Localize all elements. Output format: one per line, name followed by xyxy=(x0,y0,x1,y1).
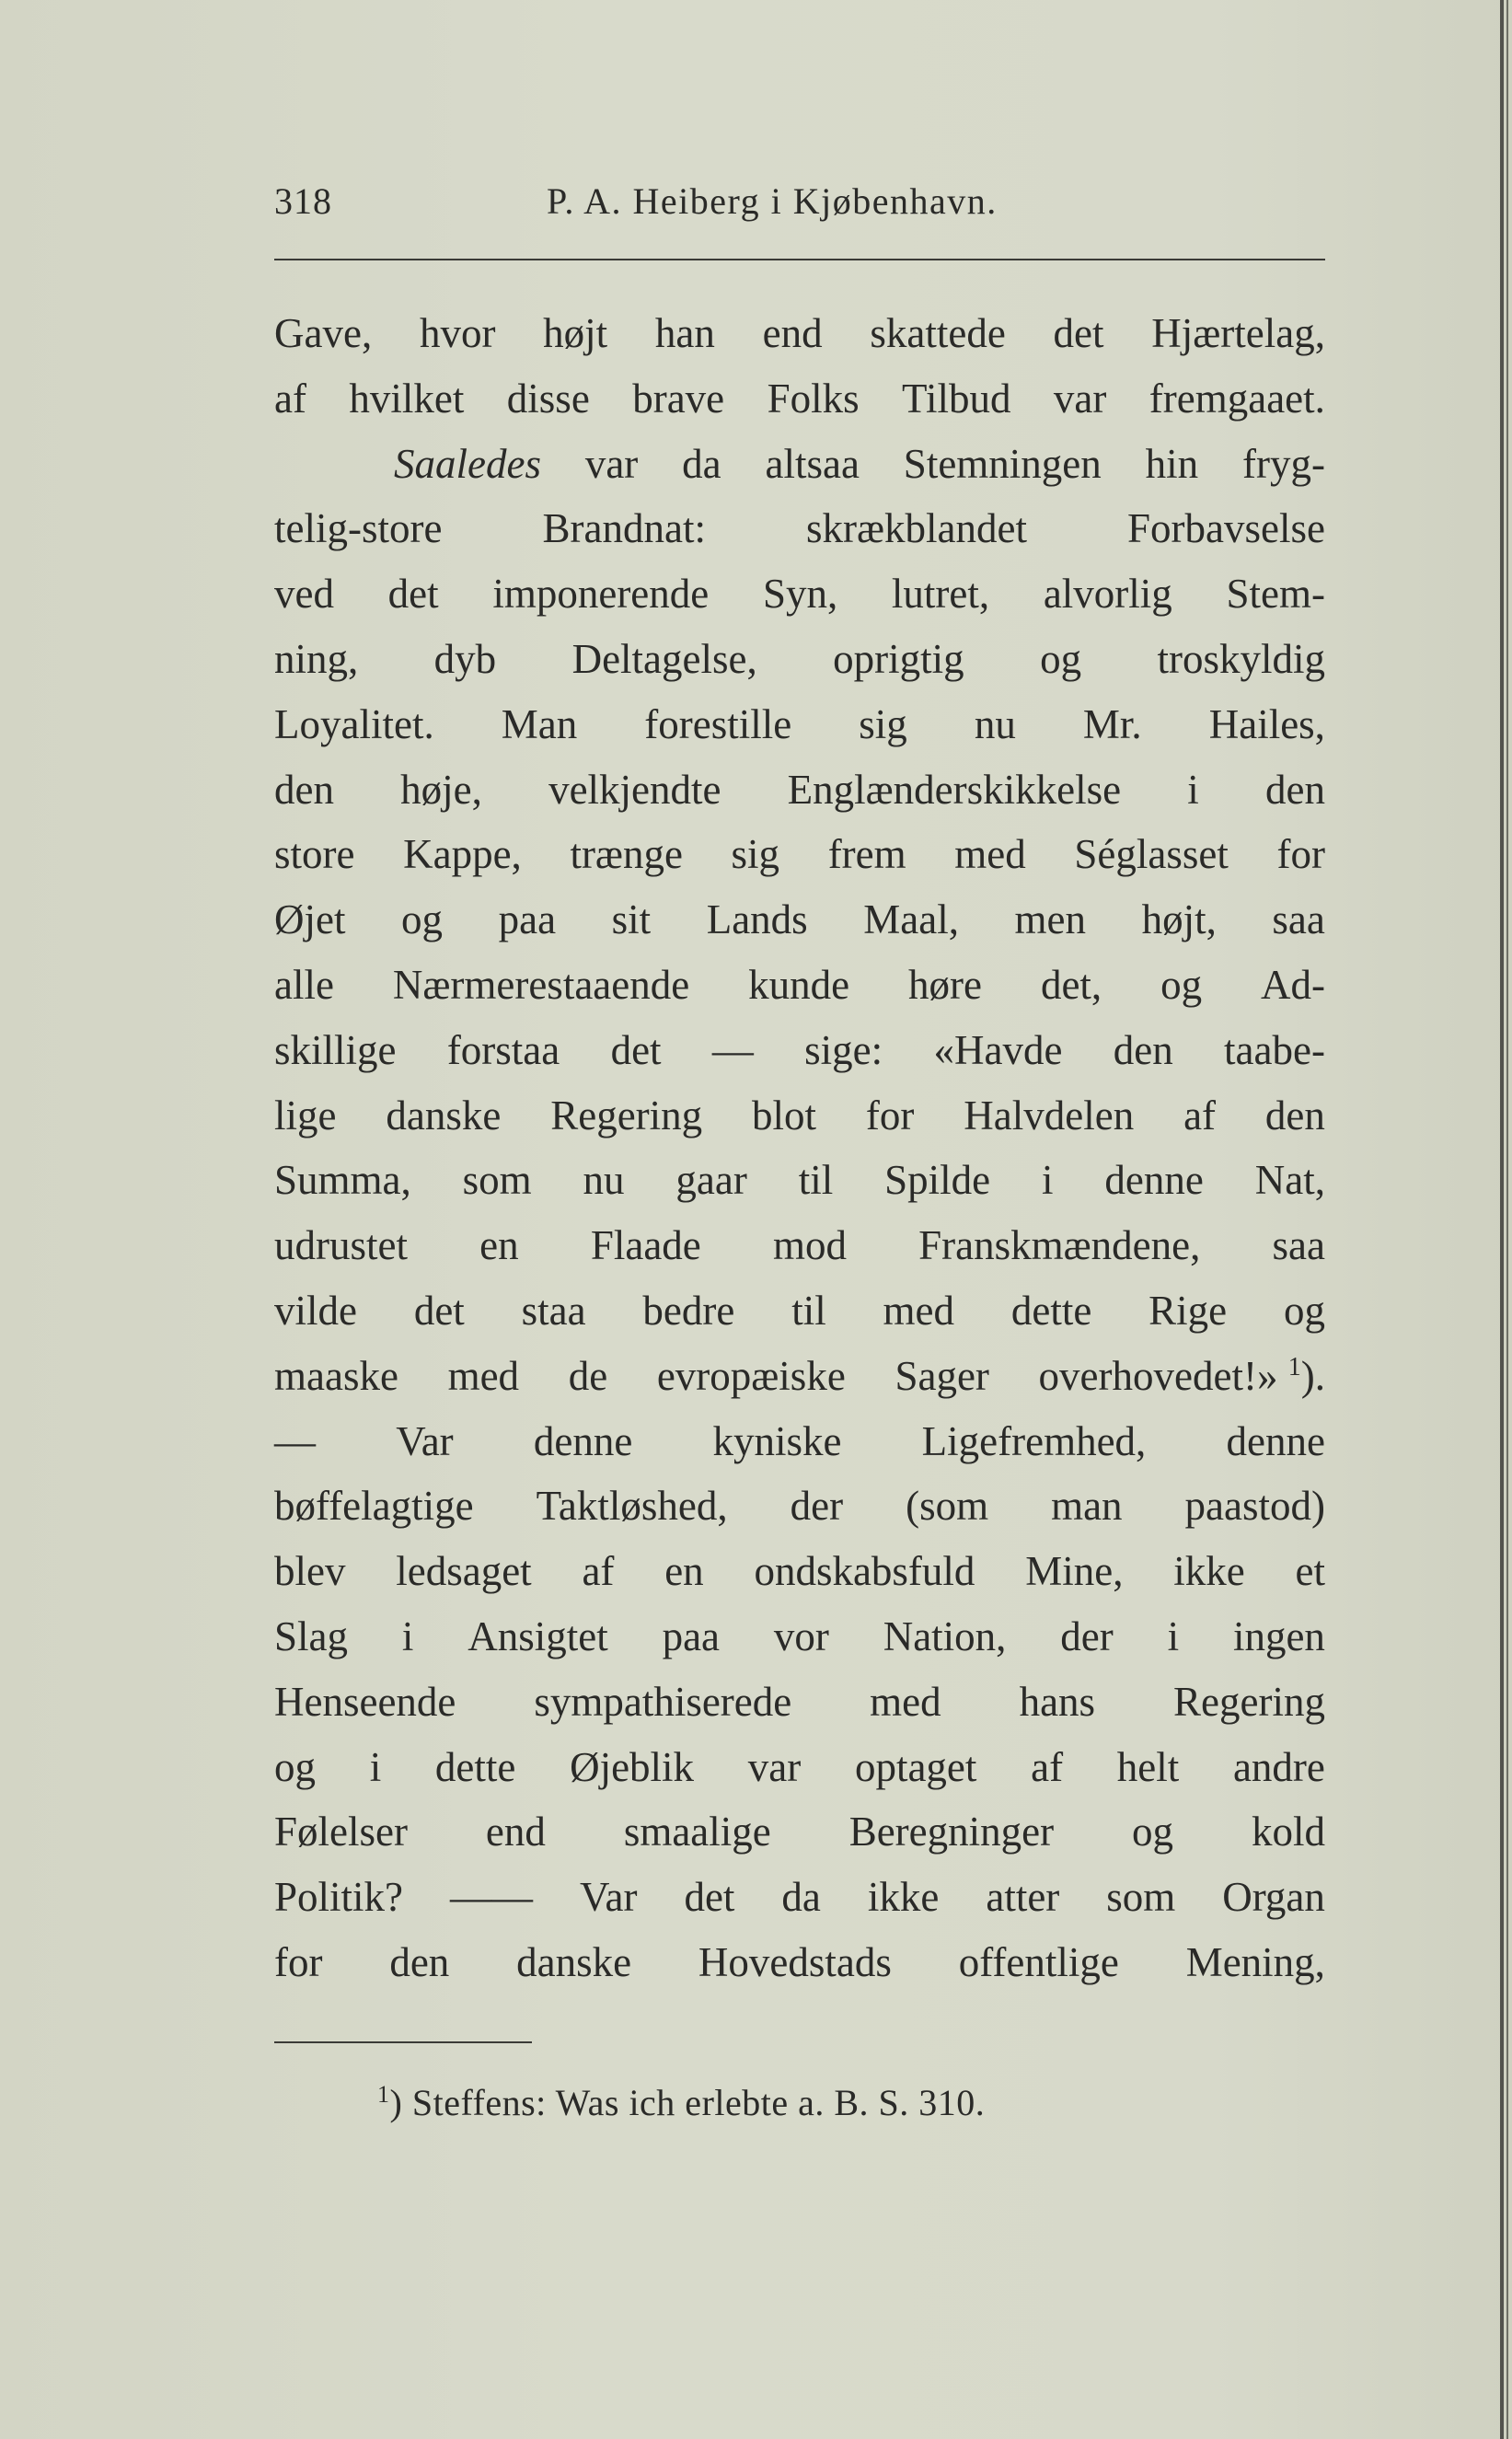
word: danske xyxy=(516,1938,632,1985)
word: var xyxy=(1053,375,1107,422)
word: kunde xyxy=(748,961,850,1008)
word: end xyxy=(762,310,823,356)
word: og xyxy=(401,896,444,943)
footnote-marker: 1 xyxy=(377,2081,390,2108)
word: Loyalitet. xyxy=(274,700,434,747)
word: denne xyxy=(533,1417,633,1464)
word: de xyxy=(568,1352,608,1399)
word: blot xyxy=(752,1092,817,1139)
word: paastod) xyxy=(1184,1483,1325,1530)
word: gaar xyxy=(675,1157,747,1204)
word: staa xyxy=(521,1287,586,1334)
word: forstaa xyxy=(446,1026,560,1073)
word: saa xyxy=(1272,896,1325,943)
word: (som xyxy=(906,1483,989,1530)
word: atter xyxy=(986,1874,1060,1921)
footnote-marker-close: ) xyxy=(389,2082,403,2123)
text-line xyxy=(274,692,1325,757)
word: Summa, xyxy=(274,1157,411,1204)
word: optaget xyxy=(854,1743,977,1790)
word: sig xyxy=(731,831,780,878)
word: Englænderskikkelse xyxy=(787,766,1122,813)
text-line xyxy=(274,822,1325,887)
word: —— xyxy=(450,1874,533,1921)
word: «Havde xyxy=(933,1026,1063,1073)
word: for xyxy=(274,1938,323,1985)
word: Nærmerestaaende xyxy=(392,961,690,1008)
text-line xyxy=(274,1083,1325,1149)
word: evropæiske xyxy=(656,1352,846,1399)
text-line xyxy=(274,757,1325,823)
word: mod xyxy=(772,1222,847,1269)
word: andre xyxy=(1232,1743,1325,1790)
word: Organ xyxy=(1222,1874,1325,1921)
word: ning, xyxy=(274,635,359,682)
word: frem xyxy=(827,831,906,878)
word: i xyxy=(1167,1613,1180,1659)
text-line xyxy=(274,1670,1325,1735)
word: fremgaaet. xyxy=(1148,375,1325,422)
word: ved xyxy=(274,571,334,618)
word: med xyxy=(870,1678,941,1725)
word: alvorlig xyxy=(1043,571,1172,618)
word: udrustet xyxy=(274,1222,408,1269)
word: Ansigtet xyxy=(467,1613,608,1659)
word: nu xyxy=(974,700,1016,747)
word: paa xyxy=(662,1613,721,1659)
word-with-ref xyxy=(1039,1344,1325,1409)
word: end xyxy=(485,1809,546,1855)
word: Var xyxy=(396,1417,454,1464)
word: Brandnat: xyxy=(542,505,706,552)
word: i xyxy=(369,1743,382,1790)
word: af xyxy=(1183,1092,1217,1139)
word: dette xyxy=(1010,1287,1092,1334)
word: paa xyxy=(498,896,557,943)
word: for xyxy=(865,1092,915,1139)
word: Følelser xyxy=(274,1809,408,1855)
word: forestille xyxy=(644,700,792,747)
word: et xyxy=(1295,1548,1325,1595)
word: Øjet xyxy=(274,896,346,943)
word: af xyxy=(274,375,306,422)
word: Ligefremhed, xyxy=(921,1417,1147,1464)
page-edge-shadow xyxy=(1506,0,1508,2439)
word: han xyxy=(654,310,715,356)
word: kyniske xyxy=(712,1417,842,1464)
word: imponerende xyxy=(492,571,710,618)
word: det, xyxy=(1040,961,1102,1008)
word: med xyxy=(447,1352,520,1399)
word: Stem- xyxy=(1226,571,1325,618)
word: den xyxy=(1264,766,1325,813)
word: taabe- xyxy=(1224,1026,1325,1073)
text-line xyxy=(274,432,1325,497)
word: Henseende xyxy=(274,1678,456,1725)
page-header xyxy=(274,179,1325,235)
word: da xyxy=(682,440,721,487)
word: Rige xyxy=(1148,1287,1228,1334)
word: alle xyxy=(274,961,334,1008)
word: denne xyxy=(1226,1417,1325,1464)
text-line xyxy=(274,1474,1325,1539)
word: Øjeblik xyxy=(570,1743,695,1790)
word: var xyxy=(584,440,639,487)
word: den xyxy=(1264,1092,1325,1139)
text-line xyxy=(274,1278,1325,1344)
word: oprigtig xyxy=(833,635,964,682)
footnote-ref-close: ). xyxy=(1300,1352,1325,1399)
page-number: 318 xyxy=(274,180,332,222)
word: helt xyxy=(1116,1743,1180,1790)
text-line xyxy=(274,627,1325,692)
word: en xyxy=(479,1222,519,1269)
word: i xyxy=(401,1613,414,1659)
word: der xyxy=(790,1483,844,1530)
word: og xyxy=(274,1743,316,1790)
word: for xyxy=(1276,831,1325,878)
word: sige: xyxy=(804,1026,883,1073)
word: ledsaget xyxy=(396,1548,532,1595)
text-line xyxy=(274,1148,1325,1213)
word: lutret, xyxy=(891,571,990,618)
word: troskyldig xyxy=(1157,635,1325,682)
word: den xyxy=(1113,1026,1173,1073)
word: Halvdelen xyxy=(964,1092,1135,1139)
word: skillige xyxy=(274,1026,397,1073)
word: Spilde xyxy=(884,1157,991,1204)
word: da xyxy=(781,1874,821,1921)
word: Sager xyxy=(895,1352,989,1399)
word: hvilket xyxy=(349,375,465,422)
word: Maal, xyxy=(863,896,959,943)
word: højt, xyxy=(1141,896,1217,943)
word: Deltagelse, xyxy=(571,635,757,682)
word: og xyxy=(1040,635,1082,682)
word: kold xyxy=(1251,1809,1325,1855)
text-line xyxy=(274,561,1325,627)
word: som xyxy=(462,1157,532,1204)
word: med xyxy=(883,1287,955,1334)
footnote-text: Steffens: Was ich erlebte a. B. S. 310. xyxy=(411,2082,986,2123)
word: fryg- xyxy=(1242,440,1325,487)
text-line xyxy=(274,1604,1325,1670)
word: store xyxy=(274,831,355,878)
word: til xyxy=(791,1287,826,1334)
word: det xyxy=(610,1026,662,1073)
word: af xyxy=(582,1548,615,1595)
word: Beregninger xyxy=(848,1809,1055,1855)
word: højt xyxy=(543,310,608,356)
word: Slag xyxy=(274,1613,349,1659)
word: og xyxy=(1160,961,1203,1008)
word: som xyxy=(1106,1874,1176,1921)
word: vor xyxy=(773,1613,829,1659)
word: Hailes, xyxy=(1208,700,1325,747)
word: smaalige xyxy=(623,1809,771,1855)
word: Stemningen xyxy=(903,440,1102,487)
italic-word: Saaledes xyxy=(394,440,541,487)
word: Tilbud xyxy=(902,375,1011,422)
word: Politik? xyxy=(274,1874,404,1921)
word: brave xyxy=(632,375,725,422)
word: bedre xyxy=(642,1287,735,1334)
header-rule xyxy=(274,259,1325,260)
word: var xyxy=(747,1743,802,1790)
word: Gave, xyxy=(274,310,373,356)
word: hin xyxy=(1145,440,1199,487)
word: høje, xyxy=(400,766,482,813)
word: bøffelagtige xyxy=(274,1483,474,1530)
text-line xyxy=(274,301,1325,366)
text-line xyxy=(274,953,1325,1018)
word: sympathiserede xyxy=(534,1678,792,1725)
word: det xyxy=(684,1874,735,1921)
word: sit xyxy=(611,896,652,943)
text-line xyxy=(274,1344,1325,1409)
word: danske xyxy=(386,1092,502,1139)
word: hvor xyxy=(419,310,496,356)
word: telig-store xyxy=(274,505,443,552)
word: — xyxy=(274,1417,316,1464)
word: offentlige xyxy=(958,1938,1119,1985)
word: Mening, xyxy=(1185,1938,1325,1985)
word: sig xyxy=(859,700,907,747)
text-line xyxy=(274,1409,1325,1474)
word: Syn, xyxy=(762,571,838,618)
word: ingen xyxy=(1232,1613,1325,1659)
text-line xyxy=(274,366,1325,432)
word: den xyxy=(274,766,334,813)
word: i xyxy=(1042,1157,1054,1204)
word: Man xyxy=(501,700,578,747)
word: Flaade xyxy=(590,1222,701,1269)
running-title: P. A. Heiberg i Kjøbenhavn. xyxy=(547,180,998,222)
word: Regering xyxy=(1173,1678,1325,1725)
word: Folks xyxy=(767,375,860,422)
word: vilde xyxy=(274,1287,357,1334)
text-line xyxy=(274,1735,1325,1800)
word: der xyxy=(1060,1613,1114,1659)
word: Kappe, xyxy=(403,831,522,878)
word: og xyxy=(1283,1287,1325,1334)
word: saa xyxy=(1272,1222,1325,1269)
word: og xyxy=(1132,1809,1174,1855)
word: dyb xyxy=(433,635,497,682)
word: Séglasset xyxy=(1074,831,1229,878)
word: trænge xyxy=(570,831,683,878)
word: — xyxy=(711,1026,754,1073)
word: maaske xyxy=(274,1352,398,1399)
word: den xyxy=(389,1938,450,1985)
footnote-ref: 1 xyxy=(1287,1352,1301,1381)
body-text xyxy=(274,301,1325,1995)
word: nu xyxy=(583,1157,625,1204)
text-line xyxy=(274,1018,1325,1083)
word: skattede xyxy=(870,310,1006,356)
word: det xyxy=(1053,310,1104,356)
word: Var xyxy=(579,1874,638,1921)
word: Ad- xyxy=(1261,961,1325,1008)
footnote-rule xyxy=(274,2041,532,2043)
word: ikke xyxy=(1173,1548,1245,1595)
word: med xyxy=(954,831,1026,878)
word: ondskabsfuld xyxy=(754,1548,975,1595)
word: altsaa xyxy=(765,440,860,487)
word: det xyxy=(387,571,439,618)
word: Hovedstads xyxy=(698,1938,892,1985)
word: skrækblandet xyxy=(806,505,1027,552)
word: ikke xyxy=(867,1874,940,1921)
text-line xyxy=(274,1865,1325,1930)
footnote xyxy=(377,2075,985,2135)
word: Nation, xyxy=(883,1613,1007,1659)
word: til xyxy=(798,1157,834,1204)
word: Mr. xyxy=(1082,700,1142,747)
text-line xyxy=(274,1799,1325,1865)
word: Lands xyxy=(706,896,808,943)
word: overhovedet!» xyxy=(1038,1352,1278,1399)
word: Hjærtelag, xyxy=(1151,310,1325,356)
word: disse xyxy=(506,375,590,422)
word: denne xyxy=(1104,1157,1204,1204)
word: høre xyxy=(908,961,983,1008)
word: Franskmændene, xyxy=(918,1222,1201,1269)
word: Nat, xyxy=(1254,1157,1325,1204)
word: i xyxy=(1187,766,1199,813)
word: hans xyxy=(1019,1678,1096,1725)
word: lige xyxy=(274,1092,337,1139)
text-line xyxy=(274,1213,1325,1278)
word: velkjendte xyxy=(548,766,721,813)
word: en xyxy=(664,1548,704,1595)
word: blev xyxy=(274,1548,346,1595)
word: men xyxy=(1014,896,1087,943)
text-line xyxy=(274,1539,1325,1604)
text-line xyxy=(274,1930,1325,1995)
page-edge xyxy=(1500,0,1504,2439)
text-line xyxy=(274,887,1325,953)
word: dette xyxy=(434,1743,516,1790)
word: det xyxy=(413,1287,465,1334)
word: Forbavselse xyxy=(1127,505,1325,552)
word: man xyxy=(1051,1483,1123,1530)
word: Taktløshed, xyxy=(536,1483,728,1530)
word: Mine, xyxy=(1025,1548,1124,1595)
word: Regering xyxy=(550,1092,703,1139)
word: af xyxy=(1031,1743,1064,1790)
text-line xyxy=(274,496,1325,561)
